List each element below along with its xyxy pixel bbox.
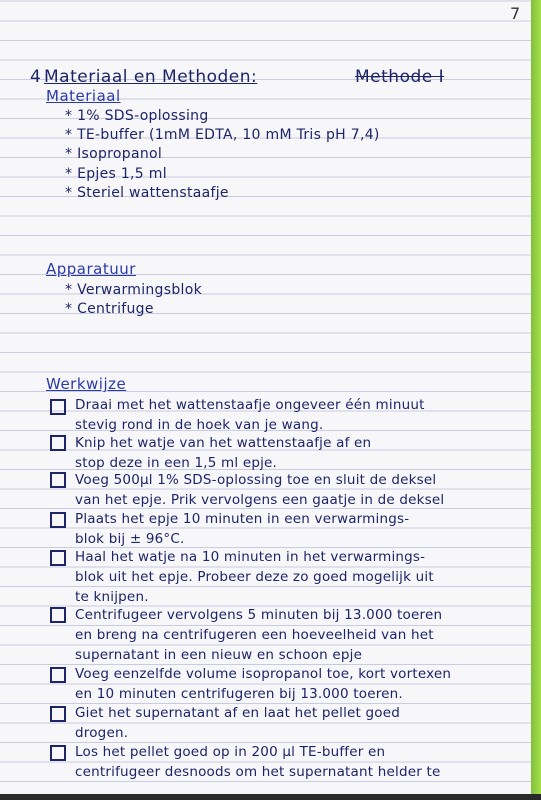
materiaal-item-text: Steriel wattenstaafje <box>77 185 229 201</box>
step-line: Draai met het wattenstaafje ongeveer één minuut <box>75 397 425 413</box>
checkbox-step-4[interactable] <box>50 512 66 528</box>
apparatuur-item-text: Verwarmingsblok <box>77 282 202 298</box>
step-line: en breng na centrifugeren een hoeveelheid van het <box>75 627 434 643</box>
checkbox-step-1[interactable] <box>50 399 66 415</box>
step-line: stop deze in een 1,5 ml epje. <box>75 455 278 471</box>
materiaal-heading: Materiaal <box>46 87 121 105</box>
step-line: en 10 minuten centrifugeren bij 13.000 toeren. <box>75 686 403 702</box>
checkbox-step-3[interactable] <box>50 472 66 488</box>
method-label: Methode I <box>355 67 445 87</box>
section-number: 4 <box>30 67 42 87</box>
apparatuur-item: * Verwarmingsblok <box>65 282 202 298</box>
page-title: Materiaal en Methoden: <box>44 67 258 87</box>
step-line: Centrifugeer vervolgens 5 minuten bij 13.000 toeren <box>75 607 443 623</box>
checkbox-step-2[interactable] <box>50 435 66 451</box>
page-number: 7 <box>510 4 521 23</box>
step-line: supernatant in een nieuw en schoon epje <box>75 647 363 663</box>
materiaal-item: * 1% SDS-oplossing <box>65 108 209 124</box>
step-line: centrifugeer desnoods om het supernatant helder te <box>75 764 441 780</box>
step-line: Plaats het epje 10 minuten in een verwarmings- <box>75 511 410 527</box>
step-line: Voeg 500µl 1% SDS-oplossing toe en sluit de deksel <box>75 472 437 488</box>
step-line: drogen. <box>75 725 129 741</box>
apparatuur-item: * Centrifuge <box>65 301 154 317</box>
materiaal-item: * TE-buffer (1mM EDTA, 10 mM Tris pH 7,4) <box>65 127 380 143</box>
page-bottom-edge <box>0 794 541 800</box>
checkbox-step-6[interactable] <box>50 607 66 623</box>
materiaal-item: * Isopropanol <box>65 146 163 162</box>
step-line: Los het pellet goed op in 200 µl TE-buffer en <box>75 744 386 760</box>
materiaal-item: * Epjes 1,5 ml <box>65 166 167 182</box>
apparatuur-heading: Apparatuur <box>46 260 136 278</box>
checkbox-step-8[interactable] <box>50 706 66 722</box>
step-line: Giet het supernatant af en laat het pellet goed <box>75 705 401 721</box>
materiaal-item: * Steriel wattenstaafje <box>65 185 229 201</box>
step-line: blok uit het epje. Probeer deze zo goed mogelijk uit <box>75 569 434 585</box>
step-line: blok bij ± 96°C. <box>75 531 185 547</box>
materiaal-item-text: TE-buffer (1mM EDTA, 10 mM Tris pH 7,4) <box>77 127 380 143</box>
materiaal-item-text: 1% SDS-oplossing <box>77 108 209 124</box>
step-line: Voeg eenzelfde volume isopropanol toe, kort vortexen <box>75 666 452 682</box>
checkbox-step-7[interactable] <box>50 667 66 683</box>
apparatuur-item-text: Centrifuge <box>77 301 154 317</box>
checkbox-step-9[interactable] <box>50 745 66 761</box>
step-line: te knijpen. <box>75 589 149 605</box>
notebook-edge <box>531 0 541 800</box>
checkbox-step-5[interactable] <box>50 550 66 566</box>
step-line: van het epje. Prik vervolgens een gaatje in de deksel <box>75 492 445 508</box>
step-line: Knip het watje van het wattenstaafje af en <box>75 435 372 451</box>
step-line: Haal het watje na 10 minuten in het verwarmings- <box>75 549 426 565</box>
materiaal-item-text: Isopropanol <box>77 146 163 162</box>
step-line: stevig rond in de hoek van je wang. <box>75 417 324 433</box>
werkwijze-heading: Werkwijze <box>46 375 127 393</box>
materiaal-item-text: Epjes 1,5 ml <box>77 166 167 182</box>
